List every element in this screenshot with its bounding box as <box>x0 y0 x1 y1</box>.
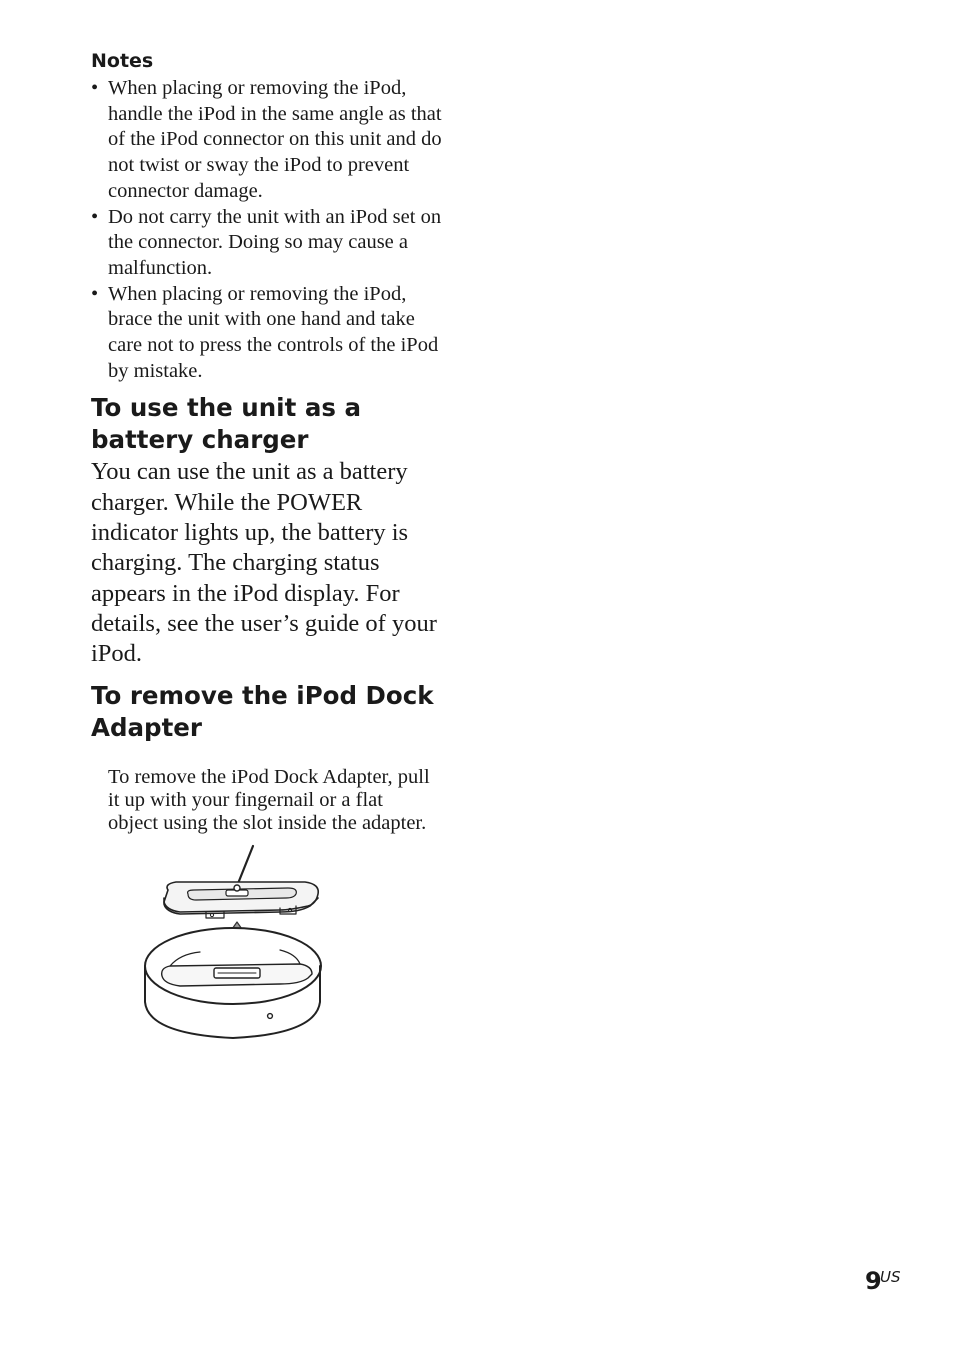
battery-charger-text: You can use the unit as a battery charger. While the POWER indicator lights up, the battery is charging. The charging status appears in the iPod display. For details, see the user’s guide of your iPod. <box>91 458 437 668</box>
remove-adapter-heading: To remove the iPod Dock Adapter <box>91 680 434 742</box>
dock-unit-icon <box>145 928 321 1038</box>
dock-adapter-removal-illustration <box>140 842 330 1042</box>
remove-adapter-text: To remove the iPod Dock Adapter, pull it up with your fingernail or a flat object using the slot inside the adapter. <box>108 765 430 834</box>
dock-adapter-icon <box>164 882 318 918</box>
battery-charger-heading: To use the unit as a battery charger <box>91 393 361 455</box>
notes-heading: Notes <box>91 50 154 72</box>
note-item-2 <box>91 205 444 282</box>
note-text-1: When placing or removing the iPod, handle the iPod in the same angle as that of the iPod connector on this unit and do not twist or sway the iPod to prevent connector damage. <box>108 77 442 202</box>
bullet-icon: • <box>91 77 99 99</box>
notes-list <box>91 76 451 384</box>
pointer-line <box>237 846 253 886</box>
note-text-2: Do not carry the unit with an iPod set on the connector. Doing so may cause a malfunction. <box>108 205 442 279</box>
bullet-icon: • <box>91 282 99 305</box>
main-column <box>91 48 451 835</box>
power-indicator-icon <box>268 1014 273 1019</box>
note-text-3: When placing or removing the iPod, brace the unit with one hand and take care not to press the controls of the iPod by mistake. <box>108 282 439 382</box>
page-number: 9 <box>865 1267 882 1295</box>
note-item-1 <box>91 76 444 205</box>
note-item-3 <box>91 282 444 385</box>
page-region-suffix: US <box>880 1268 901 1286</box>
slot-icon <box>234 885 240 891</box>
bullet-icon: • <box>91 205 99 228</box>
